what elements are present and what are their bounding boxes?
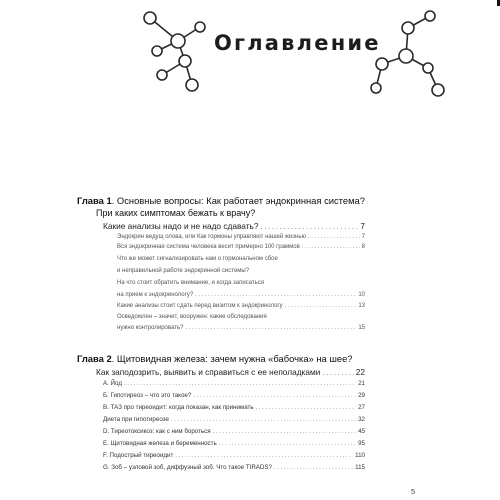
chapter-1-heading[interactable] (77, 195, 365, 206)
dot-leader (302, 244, 360, 250)
page-ref: 7 (360, 221, 365, 231)
page-ref: 22 (355, 367, 365, 377)
toc-item[interactable] (103, 380, 365, 387)
toc-item-text: на прием к эндокринологу? (117, 292, 194, 298)
dot-leader (185, 325, 356, 331)
toc-section[interactable] (96, 367, 365, 377)
chapter-label: Глава 1 (77, 195, 112, 206)
dot-leader (213, 428, 356, 435)
toc-item-text: Е. Щитовидная железа и беременность (103, 440, 217, 447)
dot-leader (260, 221, 358, 231)
chapter-1-subheading[interactable] (96, 208, 255, 218)
toc-item-text: Осведомлен – значит, вооружен: какие обследования (117, 314, 267, 320)
toc-item[interactable] (117, 314, 267, 320)
toc-item-text: G. Зоб – узловой зоб, диффузный зоб. Что такое TIRADS? (103, 464, 272, 471)
toc-item-text: нужно контролировать? (117, 325, 184, 331)
toc-item-text: В. ТАЗ про тиреоидит: когда показан, как принимать (103, 404, 254, 411)
subheading-text: При каких симптомах бежать к врачу? (96, 208, 256, 218)
page-ref: 32 (358, 416, 365, 423)
toc-item-text: Вся эндокринная система человека весит примерно 100 граммов (117, 244, 300, 250)
toc-section-title: Как заподозрить, выявить и справиться с ее неполадками (96, 367, 321, 377)
chapter-2-heading[interactable] (77, 353, 353, 364)
toc-item-text: A. Йод (103, 380, 122, 387)
dot-leader (175, 452, 353, 459)
page-ref: 27 (358, 404, 365, 411)
toc-item[interactable] (103, 392, 365, 399)
toc-section-title: Какие анализы надо и не надо сдавать? (103, 221, 259, 231)
toc-item-text: На что стоит обратить внимание, и когда записаться (117, 280, 265, 286)
chapter-title: . Щитовидная железа: зачем нужна «бабочка» на шее? (111, 353, 353, 364)
dot-leader (274, 464, 353, 471)
molecule-icon (370, 8, 450, 100)
page-ref: 95 (358, 440, 365, 447)
dot-leader (322, 367, 353, 377)
molecule-icon (128, 3, 208, 95)
toc-item-text: Эндокрин ведущ олова, или Как гормоны управляют нашей жизнью (117, 234, 306, 240)
page-title: Оглавление (214, 31, 381, 55)
dot-leader (285, 303, 357, 309)
toc-item-text: D. Тиреотоксикоз: как с ним бороться (103, 428, 211, 435)
chapter-title: . Основные вопросы: Как работает эндокринная система? (111, 195, 365, 206)
dot-leader (124, 380, 356, 387)
page-ref: 115 (355, 464, 365, 471)
page-ref: 110 (355, 452, 365, 459)
toc-item-text: Какие анализы стоит сдать перед визитом к эндокринологу (117, 303, 283, 309)
toc-item[interactable] (117, 244, 365, 250)
dot-leader (171, 416, 356, 423)
toc-item-text: Диета при гипотиреозе (103, 416, 169, 423)
dot-leader (193, 392, 356, 399)
toc-section[interactable] (103, 221, 365, 231)
toc-item[interactable] (103, 464, 365, 471)
toc-item-continued[interactable] (117, 292, 365, 298)
page-ref: 7 (361, 234, 365, 240)
toc-item[interactable] (117, 234, 365, 240)
toc-item-text: Б. Гипотиреоз – что это такое? (103, 392, 192, 399)
toc-item[interactable] (117, 280, 264, 286)
toc-item-continued[interactable] (117, 325, 365, 331)
page-ref: 29 (358, 392, 365, 399)
toc-item-continued[interactable] (117, 268, 249, 274)
toc-item[interactable] (103, 404, 365, 411)
dot-leader (308, 234, 360, 240)
dot-leader (195, 292, 356, 298)
page-ref: 21 (358, 380, 365, 387)
page-ref: 13 (358, 303, 365, 309)
toc-item[interactable] (103, 416, 365, 423)
toc-item[interactable] (103, 452, 365, 459)
page-ref: 15 (358, 325, 365, 331)
page-ref: 45 (358, 428, 365, 435)
toc-item[interactable] (117, 303, 365, 309)
toc-item[interactable] (117, 256, 278, 262)
toc-item-text: Что же может сигнализировать нам о гормональном сбое (117, 256, 278, 262)
dot-leader (256, 404, 357, 411)
dot-leader (219, 440, 356, 447)
page-number: 5 (411, 487, 416, 496)
chapter-label: Глава 2 (77, 353, 112, 364)
page-ref: 8 (361, 244, 365, 250)
toc-item-text: F. Подострый тиреоидит (103, 452, 174, 459)
toc-item-text: и неправильной работе эндокринной системы? (117, 268, 250, 274)
toc-item[interactable] (103, 440, 365, 447)
toc-item[interactable] (103, 428, 365, 435)
page-ref: 10 (358, 292, 365, 298)
